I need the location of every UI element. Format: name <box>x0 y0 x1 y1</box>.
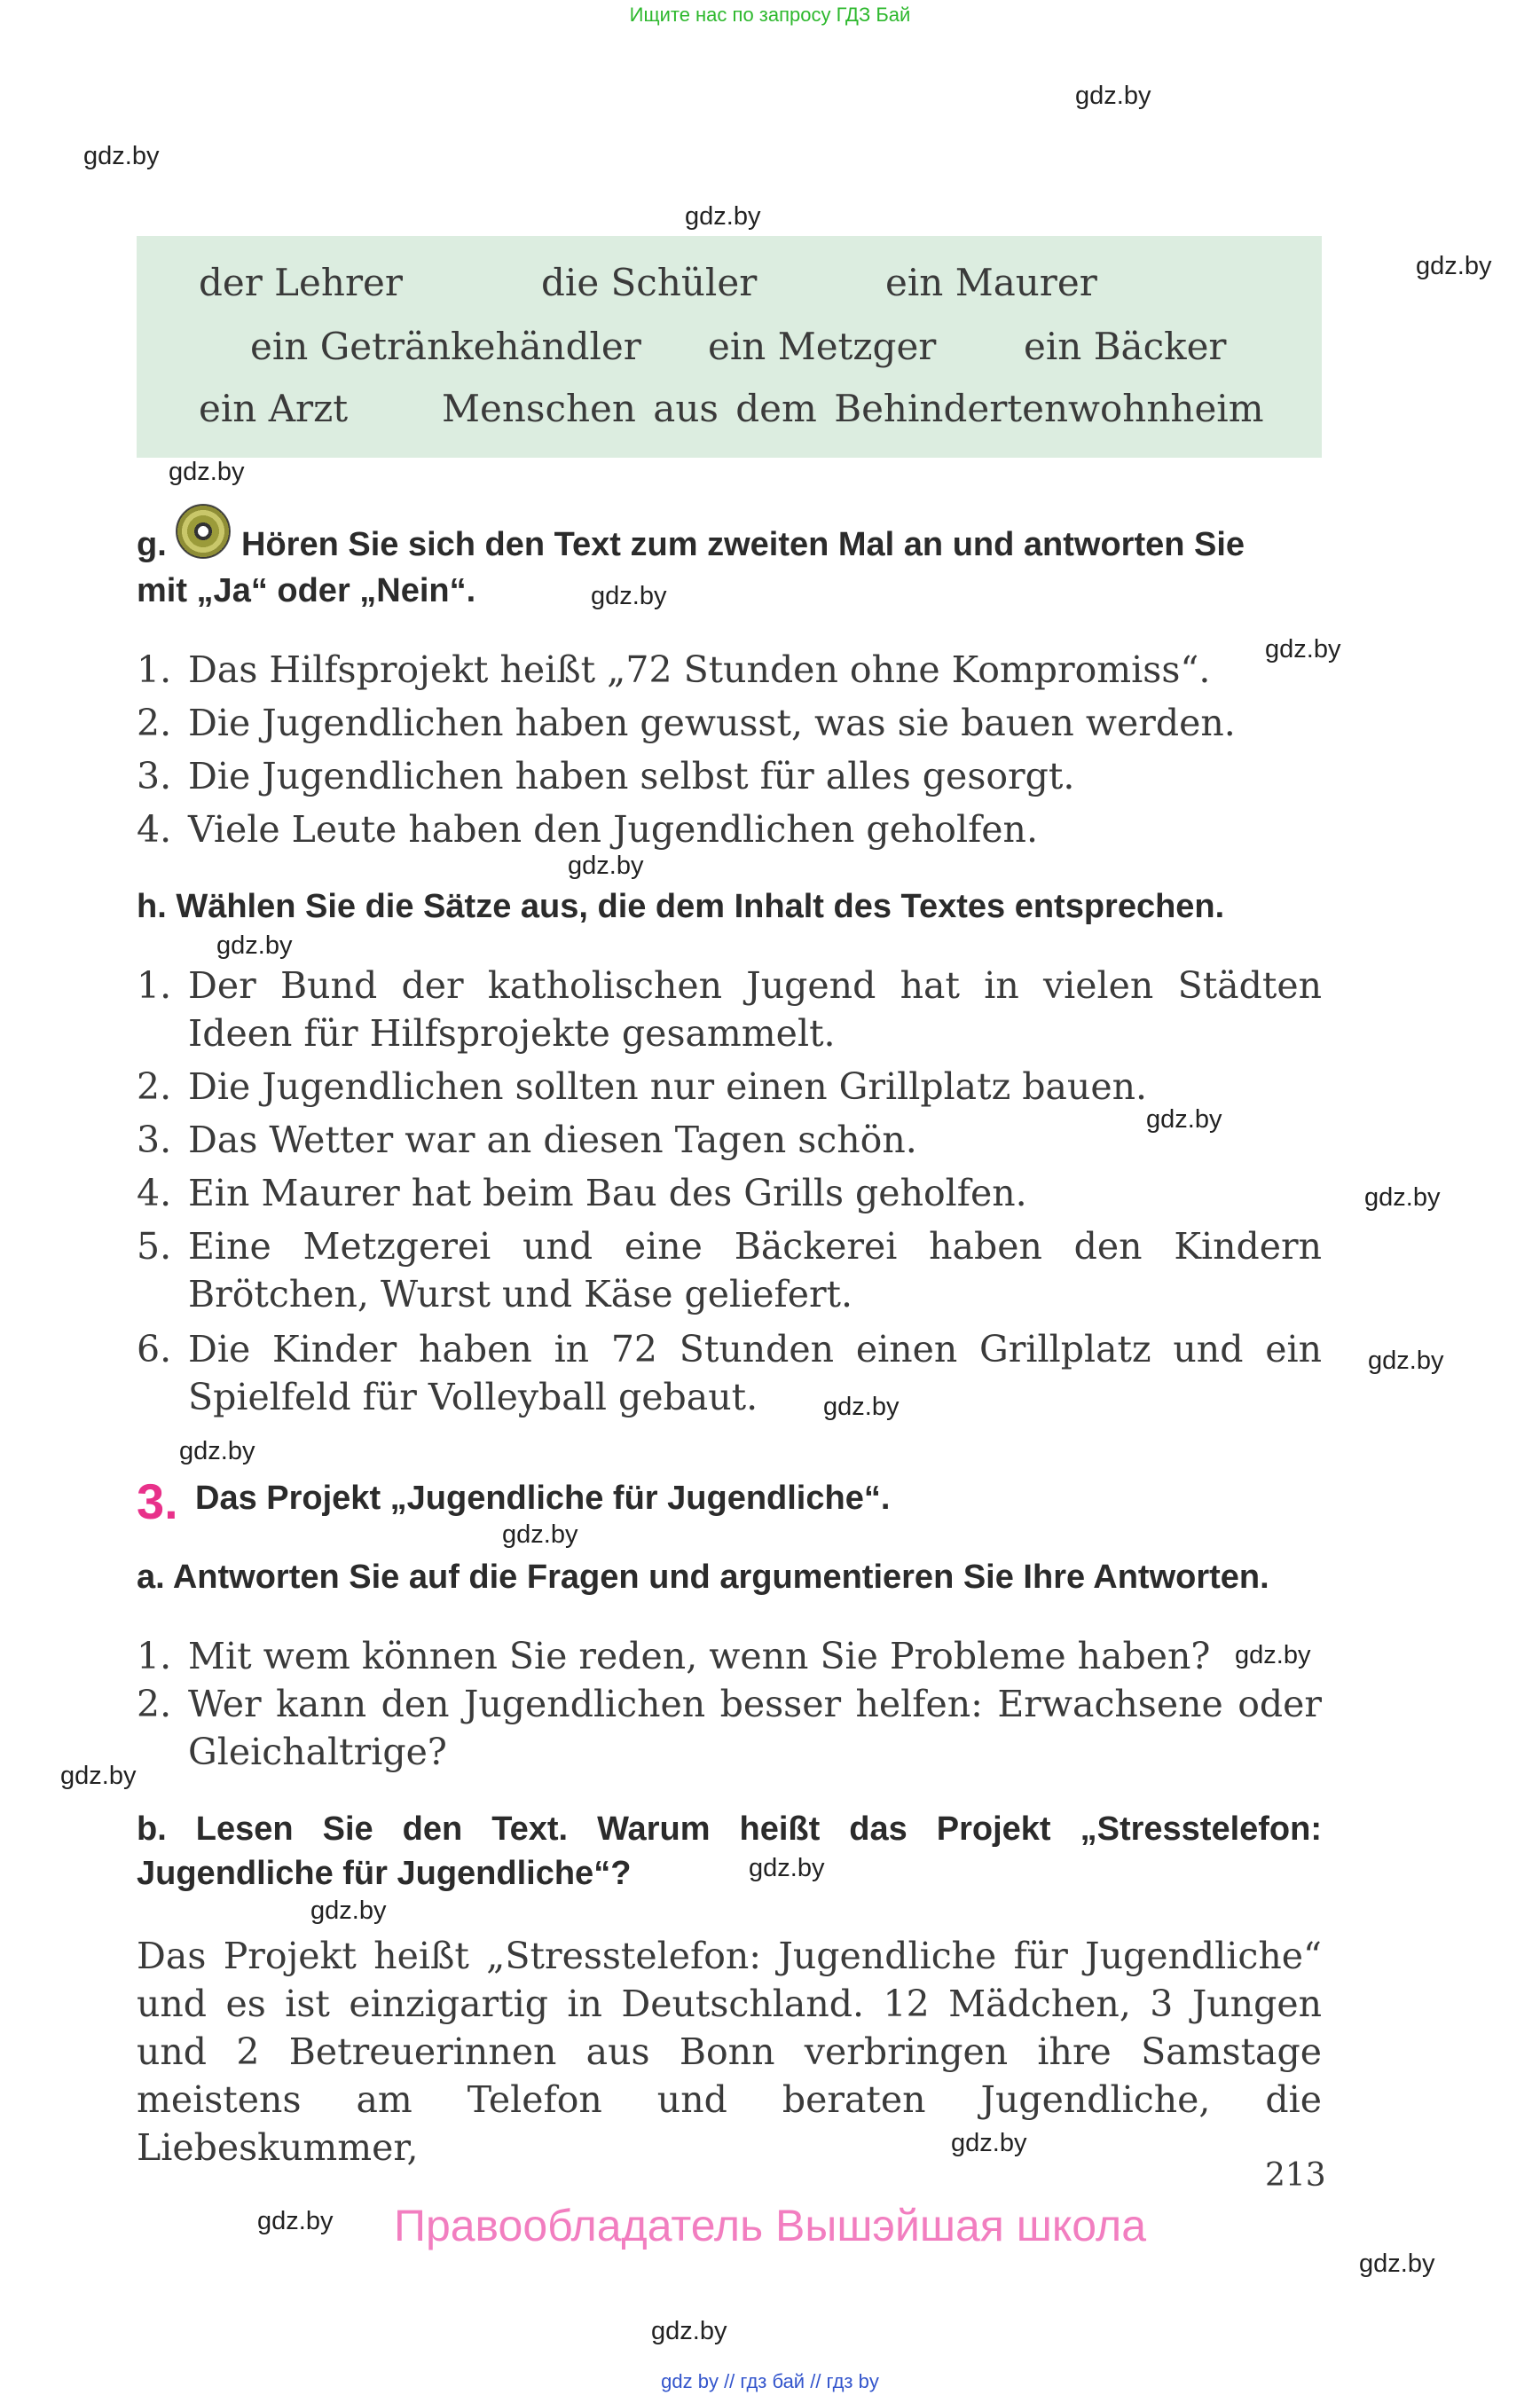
word: ein Arzt <box>199 387 349 430</box>
list-item: 2. Die Jugendlichen sollten nur einen Grillplatz bauen. <box>137 1065 1148 1108</box>
watermark: gdz.by <box>1265 635 1341 664</box>
watermark: gdz.by <box>1075 82 1151 110</box>
list-item: 1. Mit wem können Sie reden, wenn Sie Probleme haben? <box>137 1635 1211 1677</box>
list-item: 3. Das Wetter war an diesen Tagen schön. <box>137 1119 917 1161</box>
watermark: gdz.by <box>591 582 667 610</box>
word: ein Getränkehändler <box>250 325 641 368</box>
watermark: gdz.by <box>83 142 160 170</box>
watermark: gdz.by <box>1364 1183 1441 1212</box>
watermark: gdz.by <box>823 1393 900 1421</box>
watermark: gdz.by <box>651 2317 727 2345</box>
word: ein Bäcker <box>1024 325 1227 368</box>
list-item: 4. Viele Leute haben den Jugendlichen geholfen. <box>137 808 1038 851</box>
watermark: gdz.by <box>502 1520 578 1549</box>
watermark: gdz.by <box>1368 1347 1444 1375</box>
section-number: 3. <box>137 1473 178 1529</box>
watermark: gdz.by <box>179 1437 255 1465</box>
watermark: gdz.by <box>685 202 761 231</box>
watermark: gdz.by <box>1359 2250 1435 2278</box>
watermark: gdz.by <box>951 2129 1027 2157</box>
page-number: 213 <box>1265 2157 1326 2194</box>
watermark: gdz.by <box>310 1896 387 1925</box>
list-item: 3. Die Jugendlichen haben selbst für alles gesorgt. <box>137 755 1075 797</box>
list-item: 5. Eine Metzgerei und eine Bäckerei haben den Kindern Brötchen, Wurst und Käse geliefert. <box>137 1225 1322 1315</box>
task-g-letter: g. <box>137 526 167 563</box>
section-title: Das Projekt „Jugendliche für Jugendliche“. <box>195 1480 891 1517</box>
list-item: 4. Ein Maurer hat beim Bau des Grills geholfen. <box>137 1172 1027 1214</box>
watermark: gdz.by <box>257 2207 334 2235</box>
word: ein Maurer <box>885 261 1097 304</box>
watermark: gdz.by <box>749 1854 825 1882</box>
watermark: gdz.by <box>1416 252 1492 280</box>
watermark: gdz.by <box>169 458 245 486</box>
task-g-instruction-line2: mit „Ja“ oder „Nein“. <box>137 572 476 609</box>
list-item: 1. Das Hilfsprojekt heißt „72 Stunden ohne Kompromiss“. <box>137 648 1211 691</box>
cd-audio-icon[interactable] <box>176 504 231 559</box>
word: Menschen aus dem Behindertenwohnheim <box>442 387 1264 430</box>
reading-paragraph: Das Projekt heißt „Stresstelefon: Jugendliche für Jugendliche“ und es ist einzigartig in Deutschland. 12 Mädchen, 3 Jungen und 2 Betreuerinnen aus Bonn verbringen ihre Samstage meistens am Telefon und beraten Jugendliche, die Liebeskummer, <box>137 1935 1322 2169</box>
bottom-banner[interactable]: gdz by // гдз бай // гдз by <box>661 2370 879 2392</box>
watermark: gdz.by <box>568 852 644 880</box>
vocabulary-box <box>137 236 1322 458</box>
list-item: 2. Wer kann den Jugendlichen besser helfen: Erwachsene oder Gleichaltrige? <box>137 1683 1322 1773</box>
task-b-instruction-line1: b. Lesen Sie den Text. Warum heißt das Projekt „Stresstelefon: <box>137 1810 1322 1848</box>
word: die Schüler <box>541 261 758 304</box>
word: der Lehrer <box>199 261 403 304</box>
task-a-instruction: a. Antworten Sie auf die Fragen und argumentieren Sie Ihre Antworten. <box>137 1559 1269 1596</box>
task-g-instruction-line1: Hören Sie sich den Text zum zweiten Mal an und antworten Sie <box>241 526 1245 563</box>
watermark: gdz.by <box>1235 1641 1311 1669</box>
list-item: 6. Die Kinder haben in 72 Stunden einen Grillplatz und ein Spielfeld für Volleyball gebaut. <box>137 1328 1322 1418</box>
word: ein Metzger <box>708 325 937 368</box>
task-b-instruction-line2: Jugendliche für Jugendliche“? <box>137 1855 632 1892</box>
watermark: gdz.by <box>1146 1105 1222 1134</box>
list-item: 1. Der Bund der katholischen Jugend hat in vielen Städten Ideen für Hilfsprojekte gesammelt. <box>137 964 1322 1055</box>
top-banner[interactable]: Ищите нас по запросу ГДЗ Бай <box>629 4 911 26</box>
watermark: gdz.by <box>216 931 293 960</box>
rights-holder: Правообладатель Вышэйшая школа <box>394 2201 1146 2250</box>
watermark: gdz.by <box>60 1762 137 1790</box>
list-item: 2. Die Jugendlichen haben gewusst, was sie bauen werden. <box>137 702 1236 744</box>
task-h-instruction: h. Wählen Sie die Sätze aus, die dem Inhalt des Textes entsprechen. <box>137 888 1225 925</box>
